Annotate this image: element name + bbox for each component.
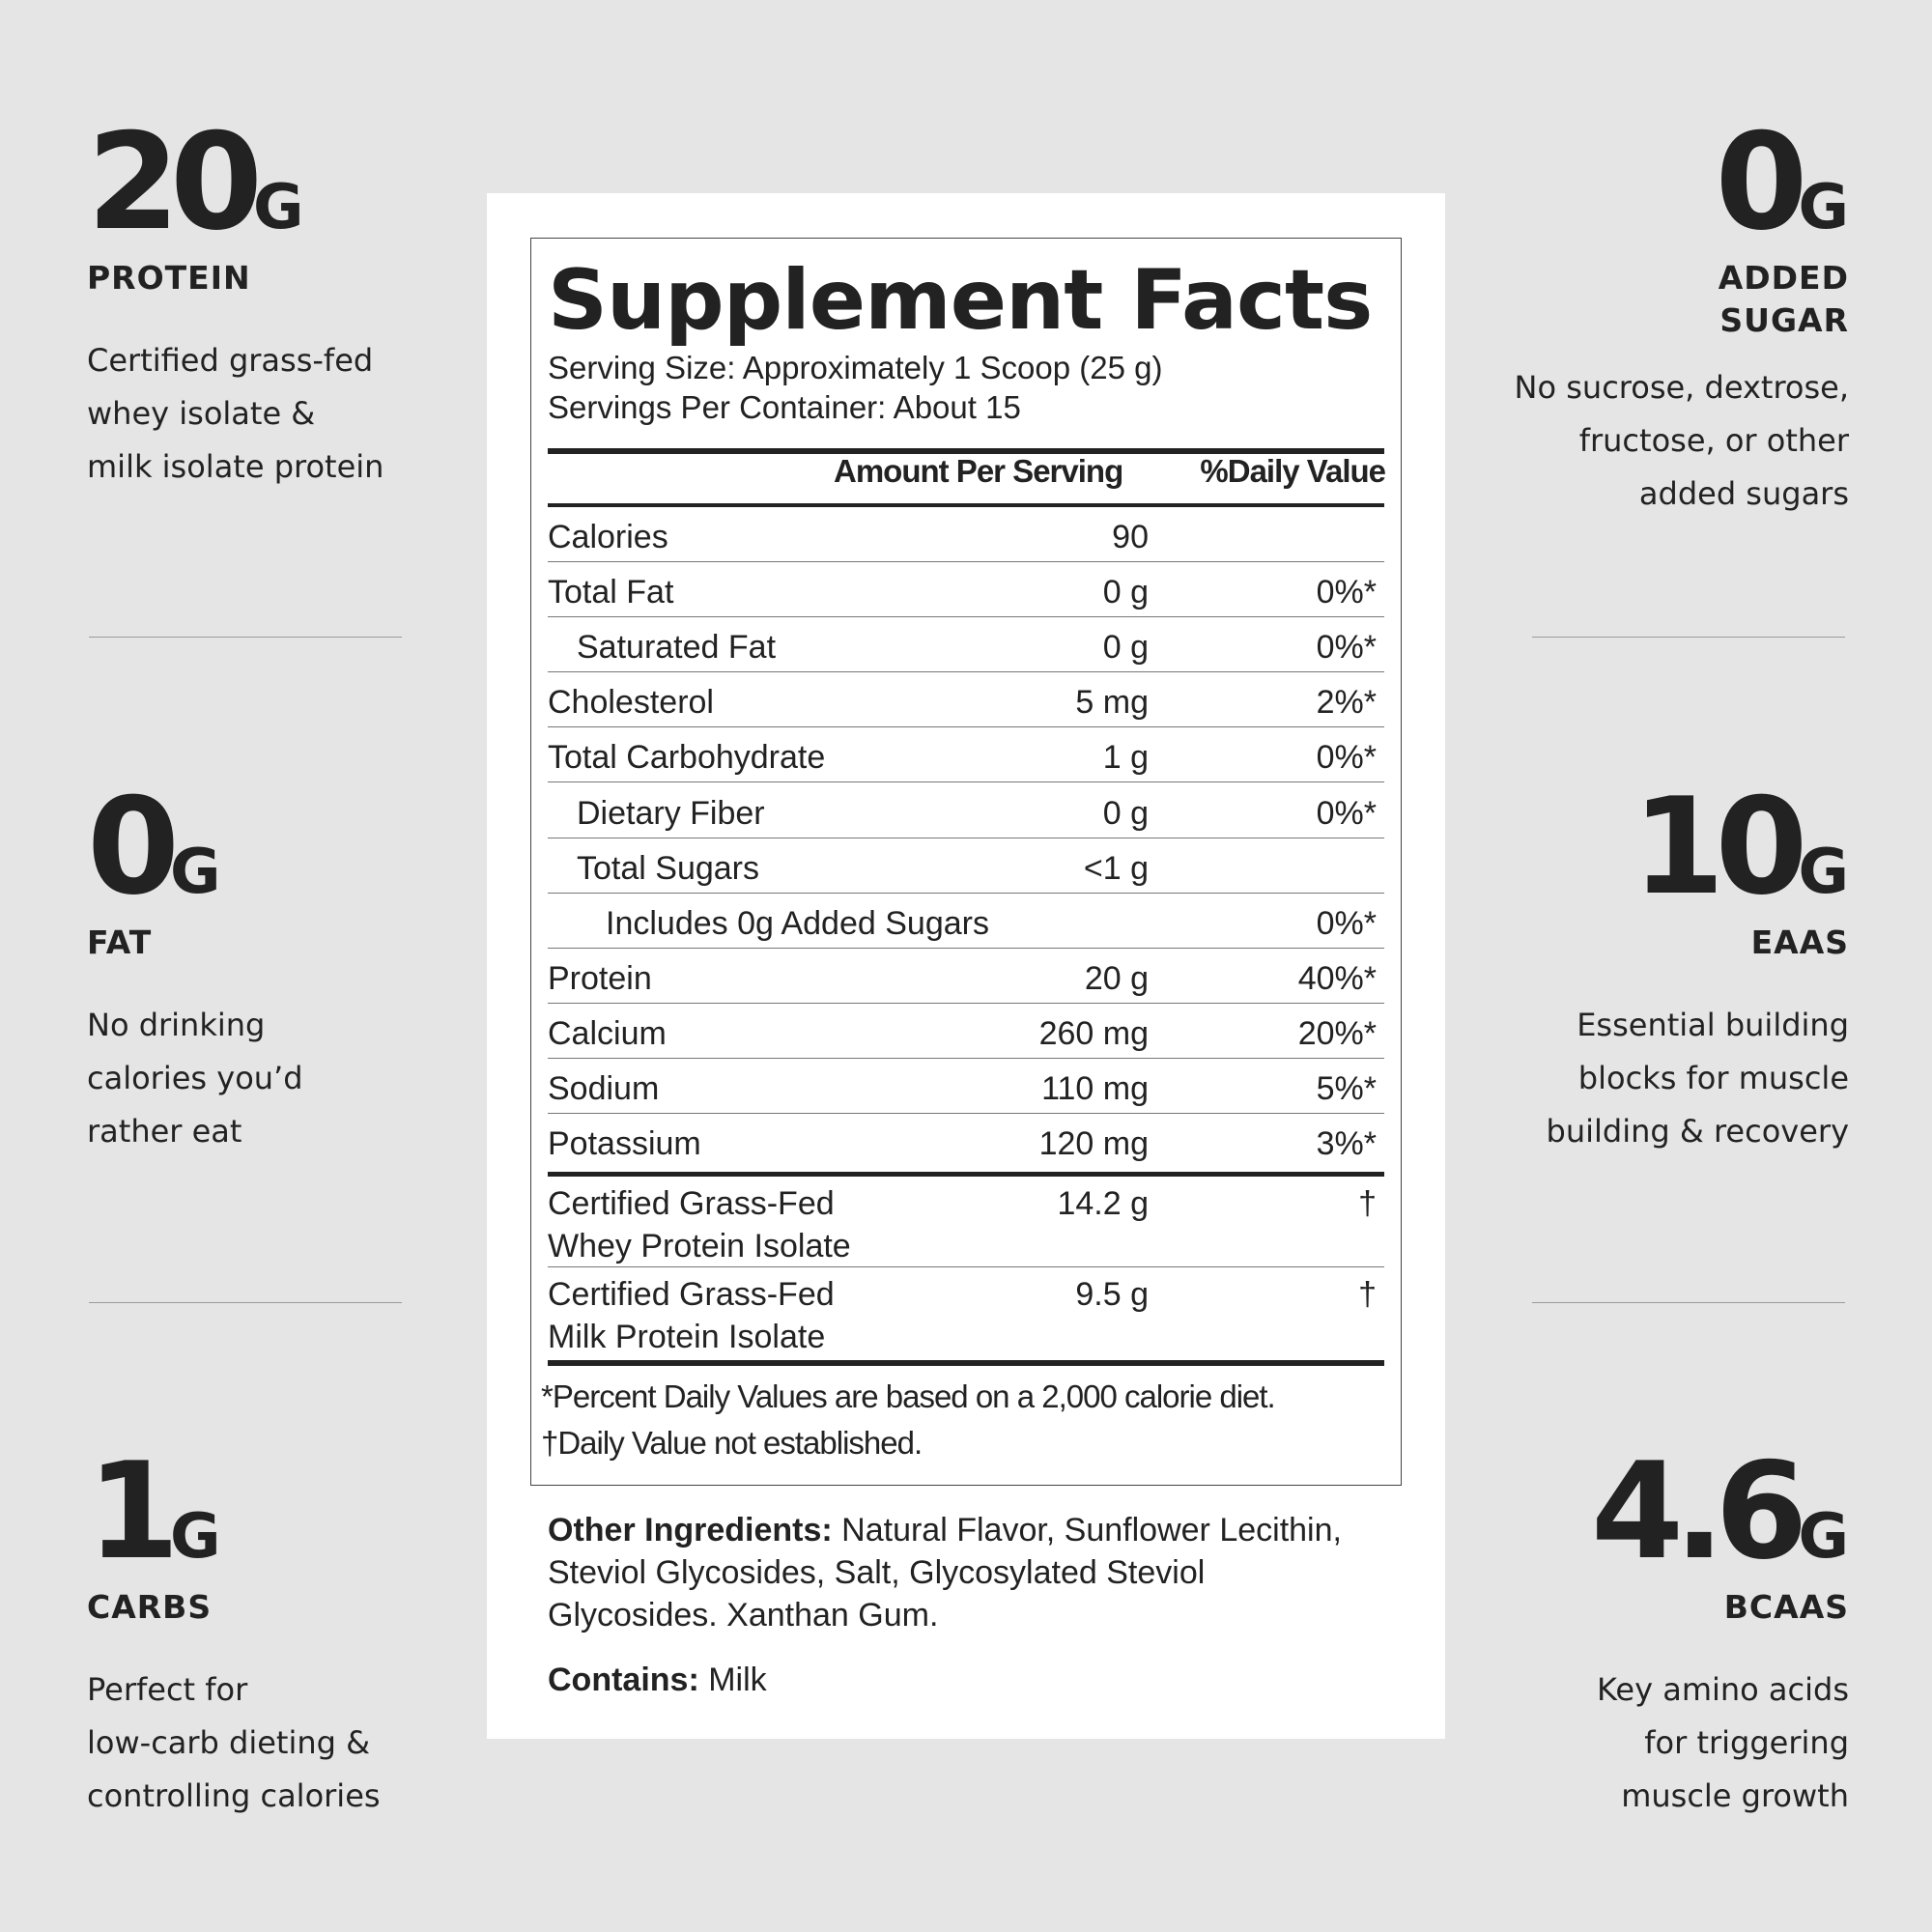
nutrient-name: Total Carbohydrate: [548, 739, 826, 777]
nutrient-amount: 0 g: [1102, 794, 1149, 832]
stat-description: Essential building blocks for muscle building & recovery: [1546, 1007, 1849, 1150]
blend-row: [548, 1267, 1384, 1358]
contains-text: Milk: [708, 1662, 767, 1698]
nutrient-name: Calcium: [548, 1014, 667, 1052]
nutrient-name: Total Fat: [548, 574, 674, 611]
nutrient-row: [548, 1059, 1384, 1114]
nutrient-daily-value: 0%*: [1316, 739, 1377, 777]
nutrient-daily-value: 0%*: [1316, 904, 1377, 942]
other-ingredients-text: Natural Flavor, Sunflower Lecithin, Steviol Glycosides, Salt, Glycosylated Steviol Glycosides. Xanthan Gum.: [548, 1512, 1342, 1634]
nutrient-amount: 120 mg: [1038, 1125, 1149, 1163]
column-header-daily-value: %Daily Value: [1200, 453, 1385, 489]
nutrient-name: Includes 0g Added Sugars: [606, 904, 989, 942]
nutrient-row: [548, 617, 1384, 672]
blend-name: Certified Grass-Fed Milk Protein Isolate: [548, 1276, 835, 1355]
thick-rule: [548, 1360, 1384, 1366]
blend-row: [548, 1177, 1384, 1267]
blend-name: Certified Grass-Fed Whey Protein Isolate: [548, 1185, 851, 1264]
stat-fat: [87, 769, 406, 1158]
nutrient-daily-value: 20%*: [1297, 1014, 1377, 1052]
column-header-amount: Amount Per Serving: [834, 453, 1123, 489]
nutrient-amount: 1 g: [1102, 739, 1149, 777]
stat-number: 4.6G: [1591, 1434, 1849, 1589]
footnote-daily-values: *Percent Daily Values are based on a 2,000 calorie diet.: [541, 1378, 1275, 1414]
stat-number: 10G: [1632, 769, 1849, 924]
nutrient-name: Total Sugars: [577, 849, 759, 887]
nutrient-row: [548, 507, 1384, 562]
stat-number: 0G: [87, 769, 221, 924]
stat-label: BCAAS: [1723, 1588, 1849, 1626]
allergen-contains: [548, 1662, 767, 1699]
stat-bcaas: [1463, 1434, 1849, 1823]
nutrient-name: Cholesterol: [548, 684, 714, 722]
blend-amount: 9.5 g: [1075, 1276, 1149, 1313]
nutrient-name: Calories: [548, 519, 668, 555]
divider: [1532, 637, 1845, 638]
nutrient-amount: 260 mg: [1038, 1014, 1149, 1052]
blend-daily-value: †: [1358, 1276, 1377, 1313]
divider: [89, 1302, 402, 1303]
nutrient-row: [548, 1114, 1384, 1169]
stat-protein: [87, 104, 406, 494]
stat-description: No sucrose, dextrose, fructose, or other added sugars: [1514, 369, 1849, 512]
nutrient-row: [548, 727, 1384, 782]
serving-size: Serving Size: Approximately 1 Scoop (25 g): [548, 350, 1163, 385]
stat-number: 1G: [87, 1434, 221, 1589]
nutrient-name: Sodium: [548, 1070, 660, 1107]
nutrient-amount: 0 g: [1102, 574, 1149, 611]
stat-description: No drinking calories you’d rather eat: [87, 1007, 303, 1150]
nutrient-name: Saturated Fat: [577, 629, 777, 667]
blend-amount: 14.2 g: [1057, 1185, 1149, 1222]
blend-daily-value: †: [1358, 1185, 1377, 1222]
nutrient-row: [548, 949, 1384, 1004]
nutrient-row: [548, 783, 1384, 838]
stat-number: 0G: [1715, 104, 1849, 260]
nutrient-name: Potassium: [548, 1125, 701, 1163]
nutrient-amount: 110 mg: [1041, 1070, 1149, 1107]
nutrient-amount: 20 g: [1084, 959, 1149, 997]
footnote-dagger: †Daily Value not established.: [541, 1425, 923, 1461]
nutrient-amount: 5 mg: [1075, 684, 1149, 722]
stat-eaas: [1463, 769, 1849, 1158]
stat-description: Key amino acids for triggering muscle growth: [1597, 1671, 1849, 1814]
nutrient-name: Dietary Fiber: [577, 794, 765, 832]
nutrient-daily-value: 0%*: [1316, 629, 1377, 667]
nutrient-daily-value: 0%*: [1316, 574, 1377, 611]
other-ingredients-label: Other Ingredients:: [548, 1512, 833, 1548]
stat-label: FAT: [87, 923, 153, 961]
other-ingredients: [548, 1509, 1378, 1636]
nutrient-daily-value: 40%*: [1297, 959, 1377, 997]
nutrient-name: Protein: [548, 959, 652, 997]
nutrient-daily-value: 0%*: [1316, 794, 1377, 832]
divider: [89, 637, 402, 638]
nutrient-daily-value: 2%*: [1316, 684, 1377, 722]
nutrient-daily-value: 3%*: [1316, 1125, 1377, 1163]
supplement-facts-panel: [487, 193, 1445, 1739]
stat-description: Perfect for low-carb dieting & controlling calories: [87, 1671, 381, 1814]
stat-description: Certified grass-fed whey isolate & milk isolate protein: [87, 342, 384, 485]
stat-label: PROTEIN: [87, 259, 251, 297]
contains-label: Contains:: [548, 1662, 699, 1698]
nutrient-amount: <1 g: [1083, 849, 1149, 887]
stat-number: 20G: [87, 104, 304, 260]
nutrient-daily-value: 5%*: [1316, 1070, 1377, 1107]
stat-label: CARBS: [87, 1588, 213, 1626]
nutrient-row: [548, 1004, 1384, 1059]
stat-carbs: [87, 1434, 406, 1823]
supplement-facts-label: [530, 238, 1402, 1486]
facts-title: Supplement Facts: [548, 252, 1373, 349]
servings-per-container: Servings Per Container: About 15: [548, 389, 1021, 425]
nutrient-row: [548, 838, 1384, 894]
divider: [1532, 1302, 1845, 1303]
stat-label: ADDED SUGAR: [1718, 259, 1849, 339]
stat-added-sugar: [1463, 104, 1849, 521]
nutrient-row: [548, 894, 1384, 949]
stat-label: EAAS: [1750, 923, 1849, 961]
nutrient-row: [548, 562, 1384, 617]
nutrient-amount: 90: [1112, 519, 1149, 555]
nutrient-amount: 0 g: [1102, 629, 1149, 667]
nutrient-row: [548, 672, 1384, 727]
